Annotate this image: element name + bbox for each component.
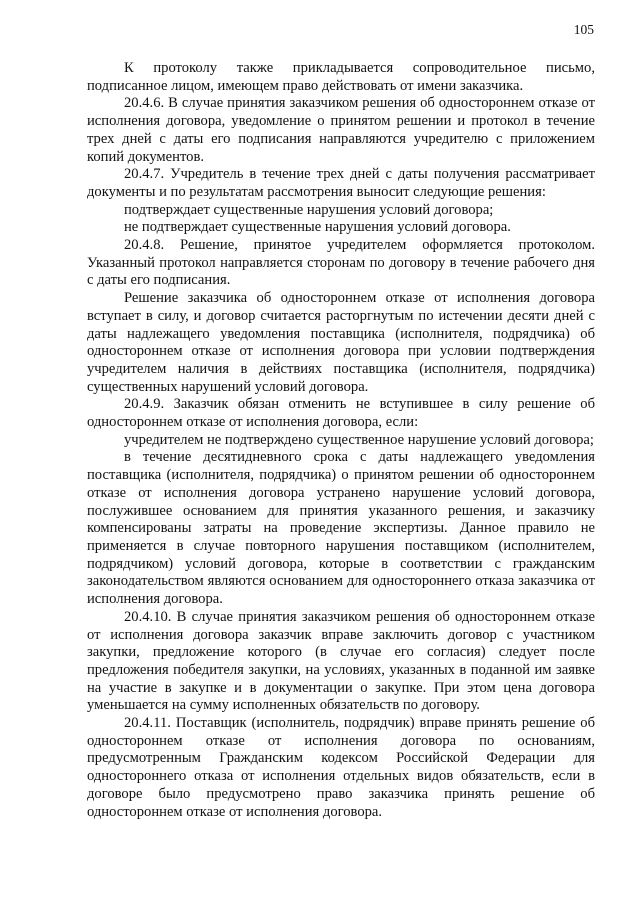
paragraph-decision-effect: Решение заказчика об одностороннем отказе от исполнения договора вступает в силу, и договор считается расторгнутым по истечении десяти дней с даты надлежащего уведомления поставщика (исполнителя, подрядчика) об одностороннем отказе от исполнения договора при условии подтверждения учредителем наличия в действиях поставщика (исполнителя, подрядчика) существенных нарушений условий договора. [87, 290, 595, 395]
paragraph-decision-not-confirms: не подтверждает существенные нарушения условий договора. [124, 219, 511, 236]
paragraph-20-4-11: 20.4.11. Поставщик (исполнитель, подрядчик) вправе принять решение об одностороннем отказе от исполнения договора по основаниям, предусмотренным Гражданским кодексом Российской Федерации для одностороннего отказа от исполнения отдельных видов обязательств, если в договоре было предусмотрено право заказчика принять решение об одностороннем отказе от исполнения договора. [87, 715, 595, 820]
paragraph-cover-letter: К протоколу также прикладывается сопроводительное письмо, подписанное лицом, имеющем право действовать от имени заказчика. [87, 60, 595, 94]
paragraph-20-4-7: 20.4.7. Учредитель в течение трех дней с даты получения рассматривает документы и по результатам рассмотрения выносит следующие решения: [87, 166, 595, 200]
paragraph-20-4-8: 20.4.8. Решение, принятое учредителем оформляется протоколом. Указанный протокол направляется сторонам по договору в течение рабочего дня с даты его подписания. [87, 237, 595, 289]
paragraph-20-4-10: 20.4.10. В случае принятия заказчиком решения об одностороннем отказе от исполнения договора заказчик вправе заключить договор с участником закупки, предложение которого (в случае его согласия) следует после предложения победителя закупки, на условиях, указанных в поданной им заявке на участие в закупке и в документации о закупке. При этом цена договора уменьшается на сумму исполненных обязательств по договору. [87, 608, 595, 714]
paragraph-condition-remedied: в течение десятидневного срока с даты надлежащего уведомления поставщика (исполнителя, подрядчика) о принятом решении об одностороннем отказе от исполнения договора устранено нарушение условий договора, послужившее основанием для принятия указанного решения, и заказчику компенсированы затраты на проведение экспертизы. Данное правило не применяется в случае повторного нарушения поставщиком (исполнителем, подрядчиком) условий договора, которые в соответствии с гражданским законодательством являются основанием для одностороннего отказа заказчика от исполнения договора. [87, 449, 595, 608]
document-body [87, 60, 595, 821]
paragraph-20-4-9: 20.4.9. Заказчик обязан отменить не вступившее в силу решение об одностороннем отказе от исполнения договора, если: [87, 396, 595, 431]
paragraph-decision-confirms: подтверждает существенные нарушения условий договора; [124, 201, 494, 218]
page-number: 105 [573, 22, 594, 37]
paragraph-20-4-6: 20.4.6. В случае принятия заказчиком решения об одностороннем отказе от исполнения договора, уведомление о принятом решении и протокол в течение трех дней с даты его подписания направляются учредителю с приложением копий документов. [87, 95, 595, 165]
paragraph-condition-not-confirmed: учредителем не подтверждено существенное нарушение условий договора; [124, 431, 594, 448]
